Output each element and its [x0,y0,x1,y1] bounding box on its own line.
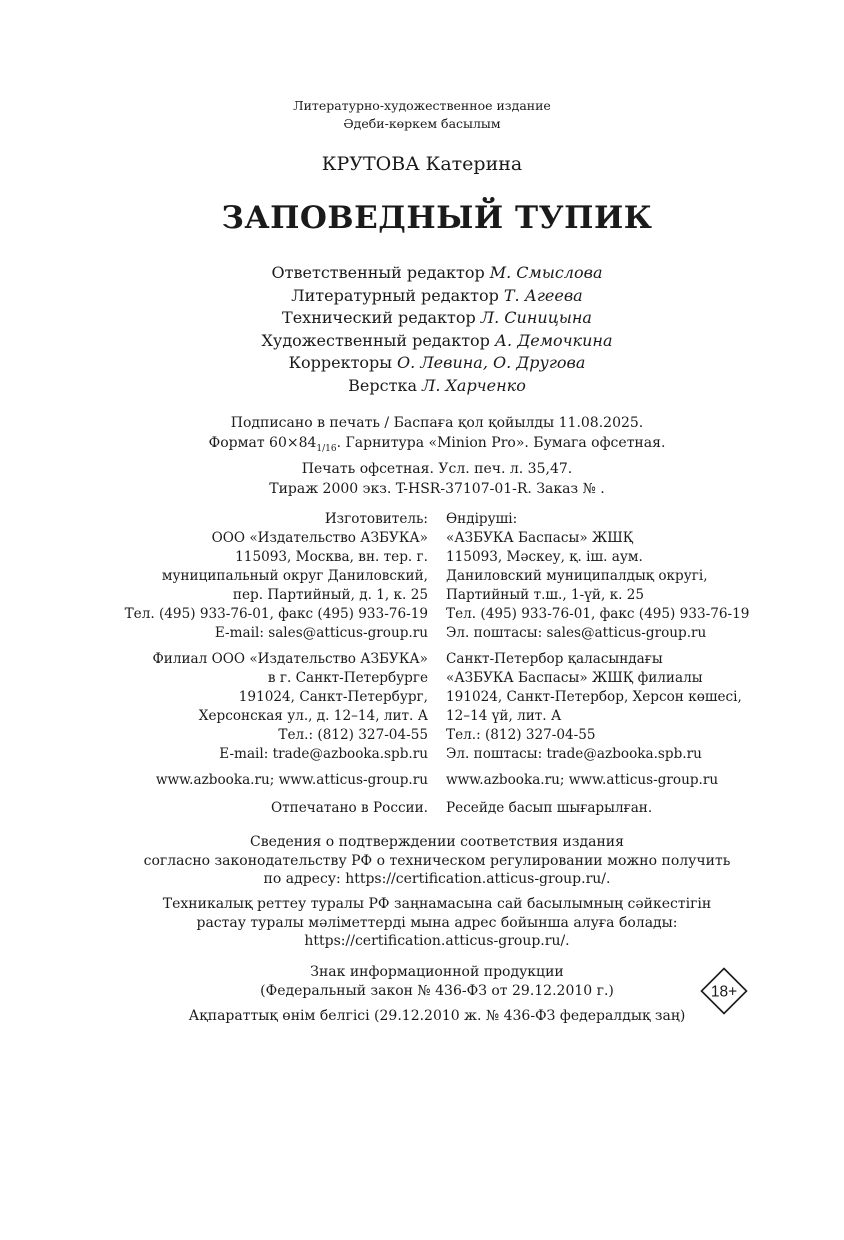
info-sign-line: Ақпараттық өнім белгісі (29.12.2010 ж. № 436-ФЗ федералдық заң) [188,1008,686,1024]
manufacturer-kz-line: Эл. поштасы: sales@atticus-group.ru [446,625,707,641]
manufacturer-kz-line: Өндіруші: [446,511,518,527]
manufacturer-ru-line: ООО «Издательство АЗБУКА» [211,530,428,546]
manufacturer-ru-line: Изготовитель: [324,511,428,527]
print-details [0,413,844,499]
format-fraction: 1/16 [316,443,337,454]
branch-kz [446,650,742,764]
branch-ru [152,650,428,764]
printed-in-ru: Отпечатано в России. [270,800,428,816]
editor-role: Ответственный редактор [271,263,485,282]
editor-line [0,262,844,285]
print-signed-line: Подписано в печать / Баспаға қол қойылды 11.08.2025. [230,415,644,431]
editor-name: Т. Агеева [503,285,583,305]
editor-name: Л. Синицына [480,308,592,327]
websites-kz: www.azbooka.ru; www.atticus-group.ru [446,772,719,788]
manufacturer-kz-line: «АЗБУКА Баспасы» ЖШҚ [446,530,634,546]
branch-ru-line: в г. Санкт-Петербурге [267,670,428,686]
manufacturer-kz-line: Партийный т.ш., 1-үй, к. 25 [446,587,645,603]
manufacturer-kz-line: 115093, Мәскеу, қ. іш. аум. [446,549,643,565]
author-name: КРУТОВА Катерина [321,153,523,175]
editor-line [0,307,844,330]
book-title: ЗАПОВЕДНЫЙ ТУПИК [221,200,653,236]
manufacturer-ru-line: E-mail: sales@atticus-group.ru [214,625,428,641]
certification-ru-line: Сведения о подтверждении соответствия издания [250,834,624,850]
genre-label [0,97,844,133]
branch-ru-line: Херсонская ул., д. 12–14, лит. А [198,708,428,724]
editor-line [0,375,844,398]
branch-kz-line: 12–14 үй, лит. А [446,708,562,724]
editor-line [0,330,844,353]
manufacturer-ru-line: 115093, Москва, вн. тер. г. [235,549,428,565]
certification-kz-line: Техникалық реттеу туралы РФ заңнамасына сай басылымның сәйкестігін [162,896,712,912]
branch-kz-line: 191024, Санкт-Петербор, Херсон көшесі, [446,689,742,705]
certification-ru-line: по адресу: https://certification.atticus-group.ru/. [263,871,611,887]
manufacturer-kz [446,510,749,643]
manufacturer-ru [125,510,428,643]
editor-line [0,352,844,375]
manufacturer-kz-line: Тел. (495) 933-76-01, факс (495) 933-76-19 [446,606,750,622]
editor-name: А. Демочкина [494,330,613,350]
manufacturer-kz-line: Даниловский муниципалдық округі, [446,568,708,584]
editors-list [0,262,844,397]
editor-role: Литературный редактор [291,285,499,305]
info-sign-line: (Федеральный закон № 436-ФЗ от 29.12.2010 г.) [260,983,614,999]
manufacturer-ru-line: муниципальный округ Даниловский, [161,568,428,584]
format-suffix: . Гарнитура «Minion Pro». Бумага офсетная. [336,435,666,451]
editor-role: Верстка [348,375,417,395]
printed-in-kz: Ресейде басып шығарылған. [446,800,653,816]
print-method-line: Печать офсетная. Усл. печ. л. 35,47. [301,460,573,477]
branch-ru-line: E-mail: trade@azbooka.spb.ru [219,746,428,762]
certification-kz [0,895,844,951]
age-rating-text: 18+ [710,983,738,1001]
editor-name: О. Левина, О. Другова [397,353,586,372]
branch-kz-line: Эл. поштасы: trade@azbooka.spb.ru [446,746,702,762]
branch-ru-line: Тел.: (812) 327-04-55 [278,727,428,743]
editor-role: Корректоры [288,353,393,372]
certification-kz-line: https://certification.atticus-group.ru/. [304,933,570,949]
websites-ru: www.azbooka.ru; www.atticus-group.ru [155,772,428,788]
info-sign-line: Знак информационной продукции [310,964,564,980]
print-run-line: Тираж 2000 экз. T-HSR-37107-01-R. Заказ № . [269,480,605,497]
age-rating-badge [700,967,748,1015]
manufacturer-ru-line: Тел. (495) 933-76-01, факс (495) 933-76-19 [124,606,428,622]
print-format-line [0,433,844,459]
certification-kz-line: растау туралы мәліметтерді мына адрес бойынша алуға болады: [196,914,678,931]
editor-line [0,285,844,308]
branch-kz-line: «АЗБУКА Баспасы» ЖШҚ филиалы [446,670,703,686]
editor-role: Технический редактор [282,308,476,327]
editor-role: Художественный редактор [261,330,490,350]
certification-ru-line: согласно законодательству РФ о техническом регулировании можно получить [143,852,731,869]
format-prefix: Формат 60×84 [208,435,317,451]
editor-name: Л. Харченко [421,375,526,395]
branch-ru-line: Филиал ООО «Издательство АЗБУКА» [152,651,428,667]
editor-name: М. Смыслова [489,263,603,282]
certification-ru [0,833,844,889]
genre-ru: Литературно-художественное издание [293,98,551,113]
branch-ru-line: 191024, Санкт-Петербург, [238,689,428,705]
branch-kz-line: Санкт-Петербор қаласындағы [446,651,663,667]
branch-kz-line: Тел.: (812) 327-04-55 [446,727,596,743]
genre-kz: Әдеби-көркем басылым [343,116,501,131]
manufacturer-ru-line: пер. Партийный, д. 1, к. 25 [232,587,428,603]
